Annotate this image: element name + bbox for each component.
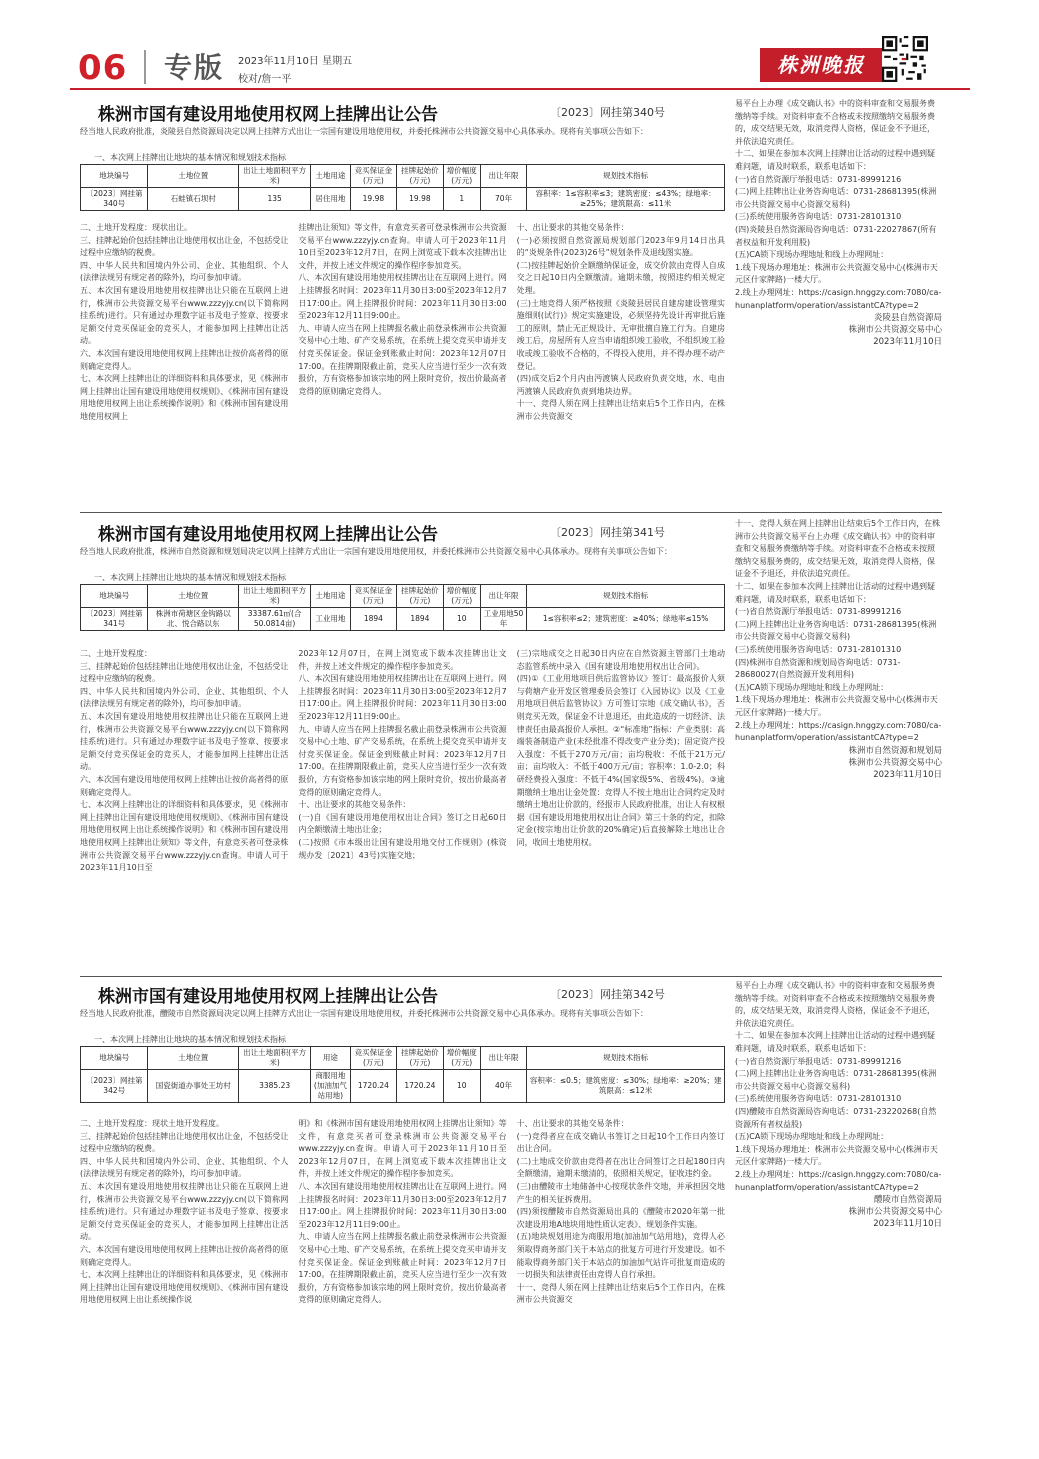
table-header-cell: 出让土地面积(平方米) [239,165,311,188]
paragraph: 十、出让要求的其他交易条件： [516,1119,629,1128]
paragraph: (四)须按醴陵市自然资源局出具的《醴陵市2020年第一批次建设用地A地块用地性质认定表》、规划条件实施。 [516,1207,725,1229]
table-header-cell: 出让年限 [480,1047,526,1070]
notice-code: 〔2023〕网挂第340号 [550,106,665,119]
issue-date: 2023年11月10日 星期五 [238,56,353,67]
notice-1 [80,100,942,510]
table-header-cell: 挂牌起始价(万元) [397,1047,443,1070]
paragraph: (二)网上挂牌出让业务咨询电话：0731-28681395(株洲市公共资源交易中心资源交易科) [735,187,937,209]
notice-separator [80,512,942,513]
paragraph: 七、本次网上挂牌出让的详细资料和具体要求，见《株洲市网上挂牌出让国有建设用地使用权规则》、《株洲市国有建设用地使用权网上出让系统操作说明》和《株洲市国有建设用地使用权网上 [80,374,289,421]
body-column [80,648,288,875]
paragraph: (三)土地竞得人须严格按照《炎陵县居民自建房建设管理实施细则(试行)》规定实施建设，必须坚持先设计再审批后施工的原则，禁止无正规设计、无审批擅自施工行为。自建房竣工后，房屋所有人应当申请组织竣工验收，不组织竣工验收或竣工验收不合格的，不得投入使用，并不得办理不动产登记。 [516,298,725,371]
table-header-cell: 增价幅度(万元) [443,165,480,188]
table-cell: 40年 [480,1070,526,1103]
body-columns [80,222,725,424]
table-header-cell: 出让土地面积(平方米) [239,585,311,608]
table-header-cell: 增价幅度(万元) [443,585,480,608]
body-columns [80,648,725,875]
paragraph: 七、本次网上挂牌出让的详细资料和具体要求，见《株洲市网上挂牌出让国有建设用地使用权规则》、《株洲市国有建设用地使用权网上出让系统操作说明》和《株洲市国有建设用地使用权网上挂牌出让须知》等文件，有意竞买者可登录株洲市公共资源交易平台www.zzzyjy.cn查询。申请人可于2023年11月10日至 [80,800,289,873]
body-column [298,222,506,424]
table-cell: 容积率：1≤容积率≤3；建筑密度：≤43%；绿地率：≥25%；建筑限高：≤11米 [527,188,725,211]
table-cell: 工业用地 [311,608,351,631]
paragraph: (三)宗地成交之日起30日内应在自然资源主管部门土地动态监管系统中录入《国有建设用地使用权出让合同》。 [516,649,725,671]
paragraph: (一)省自然资源厅举报电话：0731-89991216 [735,174,902,184]
table-header-cell: 规划技术指标 [527,585,725,608]
table-cell: 33387.61㎡(合50.0814亩) [239,608,311,631]
notice-3 [80,982,942,1382]
table-row [81,188,725,211]
table-header-cell: 挂牌起始价(万元) [397,165,443,188]
paragraph: 十一、竞得人须在网上挂牌出让结束后5个工作日内，在株洲市公共资源交 [516,1282,725,1305]
table-cell: 居住用地 [311,188,351,211]
paragraph: 十二、如果在参加本次网上挂牌出让活动的过程中遇到疑难问题，请及时联系，联系电话如下： [735,149,935,171]
body-column [298,648,506,875]
paragraph: 五、本次国有建设用地使用权挂牌出让只能在互联网上进行，株洲市公共资源交易平台www.zzzyjy.cn(以下简称网挂系统)进行。只有通过办理数字证书及电子签章、按要求足额交付竞买保证金的竞买人，才能参加网上挂牌出让活动。 [80,285,289,346]
paragraph: 十二、如果在参加本次网上挂牌出让活动的过程中遇到疑难问题，请及时联系，联系电话如下： [735,581,935,604]
table-header-cell: 规划技术指标 [527,165,725,188]
table-cell: 1720.24 [350,1070,396,1103]
table-cell: 国瓷街道办事处王坊村 [148,1070,239,1103]
qr-code-icon[interactable] [882,36,928,82]
table-header-cell: 增价幅度(万元) [443,1047,480,1070]
notice-intro: 经当地人民政府批准，炎陵县自然资源局决定以网上挂牌方式出让一宗国有建设用地使用权，并委托株洲市公共资源交易中心具体承办。现将有关事项公告如下： [80,127,648,136]
paragraph: 八、本次国有建设用地使用权挂牌出让在互联网上进行。网上挂牌报名时间：2023年11月30日3:00至2023年12月7日17:00止。网上挂牌报价时间：2023年11月30日3:00至2023年12月11日9:00止。 [298,273,507,321]
paragraph: 十二、如果在参加本次网上挂牌出让活动的过程中遇到疑难问题，请及时联系，联系电话如下： [735,1031,935,1053]
table-cell: 〔2023〕网挂第342号 [81,1070,148,1103]
signature-line: 炎陵县自然资源局 [873,313,942,324]
paragraph: (二)按挂牌起始价全额缴纳保证金，成交价款由竞得人自成交之日起10日内全额缴清。逾期未缴，按照违约相关规定处理。 [516,260,725,295]
body-column [517,1118,725,1307]
paragraph: 二、土地开发程度：现状土地开发程度。 [80,1119,224,1128]
paragraph: 七、本次网上挂牌出让的详细资料和具体要求，见《株洲市网上挂牌出让国有建设用地使用权规则》、《株洲市国有建设用地使用权网上出让系统操作说 [80,1270,289,1305]
table-cell: 1894 [397,608,443,631]
side-column [735,518,942,781]
paragraph: 九、申请人应当在网上挂牌报名截止前登录株洲市公共资源交易中心土地、矿产交易系统，在系统上提交竞买申请并支付竞买保证金。保证金到账截止时间：2023年12月07日17:00。在挂牌期限截止前，竞买人应当进行至少一次有效报价，方有资格参加该宗地的网上限时竞价，按出价最高者竞得的原则确定竞得人。 [298,323,507,396]
table-cell: 135 [239,188,311,211]
table-cell: 1720.24 [397,1070,443,1103]
masthead-divider [144,50,146,84]
paragraph: (一)竞得者应在成交确认书签订之日起10个工作日内签订出让合同。 [516,1131,725,1154]
paragraph: (一)省自然资源厅举报电话：0731-89991216 [735,607,902,617]
notice-2 [80,520,942,930]
body-column [80,222,288,424]
table-header-cell: 出让年限 [480,165,526,188]
table-header-cell: 土地位置 [148,165,239,188]
paragraph: (三)系统使用服务咨询电话：0731-28101310 [735,212,902,222]
table-cell: 石蛙镇石坝村 [148,188,239,211]
notice-code: 〔2023〕网挂第341号 [550,526,665,539]
table-caption: 一、本次网上挂牌出让地块的基本情况和规划技术指标 [94,573,286,582]
lot-table [80,584,725,631]
paragraph: 2.线上办理网址：https://casign.hnggzy.com:7080/ca-hunanplatform/operation/assistantCA?type=2 [735,287,942,310]
side-column [735,98,942,348]
paragraph: (一)省自然资源厅举报电话：0731-89991216 [735,1056,902,1066]
signature-line: 株洲市公共资源交易中心 [848,757,942,768]
signature-line: 2023年11月10日 [873,1219,942,1230]
paragraph: (四)炎陵县自然资源局咨询电话：0731-22027867(所有者权益和开发利用股) [735,224,937,247]
notice-separator [80,976,942,977]
paragraph: (五)CA锁下现场办理地址和线上办理网址： [735,682,889,692]
table-header-row [81,1047,725,1070]
page-number: 06 [78,48,128,88]
table-cell: 容积率：≤0.5；建筑密度：≤30%；绿地率：≥20%；建筑限高：≤12米 [527,1070,725,1103]
paragraph: 二、土地开发程度：现状出让。 [80,223,192,232]
notice-intro: 经当地人民政府批准，醴陵市自然资源局决定以网上挂牌方式出让一宗国有建设用地使用权，并委托株洲市公共资源交易中心具体承办。现将有关事项公告如下： [80,1009,648,1018]
table-cell: 商服用地(加油加气站用地) [311,1070,351,1103]
table-cell: 工业用地50年 [480,608,526,631]
table-header-cell: 地块编号 [81,585,148,608]
paragraph: (四)醴陵市自然资源局咨询电话：0731-23220268(自然资源所有者权益股) [735,1106,937,1129]
paragraph: (五)地块规划用途为商服用地(加油加气站用地)，竞得人必须取得商务部门关于本站点的批复方可进行开发建设。如不能取得商务部门关于本站点的加油加气站许可批复而造成的一切损失和法律责任由竞得人自行承担。 [516,1232,725,1280]
notice-title: 株洲市国有建设用地使用权网上挂牌出让公告 [98,987,438,1007]
table-header-cell: 竞买保证金(万元) [350,585,396,608]
side-column [735,980,942,1230]
signature-line: 醴陵市自然资源局 [873,1195,942,1206]
lot-table [80,164,725,211]
paragraph: 易平台上办理《成交确认书》中的资料审查和交易服务费缴纳等手续。对资料审查不合格或未按照缴纳交易服务费的，成交结果无效，取消竞得人资格，保证金不予退还，并依法追究责任。 [735,99,935,146]
table-header-row [81,165,725,188]
paragraph: 六、本次国有建设用地使用权网上挂牌出让按价高者得的原则确定竞得人。 [80,774,289,797]
body-columns [80,1118,725,1307]
paragraph: 2.线上办理网址：https://casign.hnggzy.com:7080/ca-hunanplatform/operation/assistantCA?type=2 [735,1169,942,1192]
signature-line: 株洲市公共资源交易中心 [848,325,942,336]
table-cell: 3385.23 [239,1070,311,1103]
paragraph: (一)自《国有建设用地使用权出让合同》签订之日起60日内全额缴清土地出让金； [298,812,507,835]
notice-title: 株洲市国有建设用地使用权网上挂牌出让公告 [98,525,438,545]
table-header-cell: 出让土地面积(平方米) [239,1047,311,1070]
paragraph: 六、本次国有建设用地使用权网上挂牌出让按价高者得的原则确定竞得人。 [80,348,289,371]
paragraph: (四)株洲市自然资源和规划局咨询电话：0731-28680027(自然资源开发利用科) [735,657,901,680]
section-title: 专版 [164,51,225,84]
paragraph: 十一、竞得人须在网上挂牌出让结束后5个工作日内，在株洲市公共资源交 [516,399,725,421]
table-header-cell: 挂牌起始价(万元) [397,585,443,608]
paragraph: 十、出让要求的其他交易条件： [298,800,411,810]
paragraph: 六、本次国有建设用地使用权网上挂牌出让按价高者得的原则确定竞得人。 [80,1244,289,1267]
notice-intro: 经当地人民政府批准，株洲市自然资源和规划局决定以网上挂牌方式出让一宗国有建设用地使用权，并委托株洲市公共资源交易中心具体承办。现将有关事项公告如下： [80,547,672,556]
paragraph: 四、中华人民共和国境内外公司、企业、其他组织、个人(法律法规另有规定者的除外)，均可参加申请。 [80,1156,289,1179]
table-header-cell: 土地位置 [148,1047,239,1070]
paragraph: (五)CA锁下现场办理地址和线上办理网址： [735,1132,889,1142]
body-column [80,1118,288,1307]
masthead-rule [70,88,970,90]
table-cell: 1≤容积率≤2；建筑密度：≥40%；绿地率≤15% [527,608,725,631]
table-cell: 〔2023〕网挂第340号 [81,188,148,211]
signature-line: 2023年11月10日 [873,769,942,780]
table-cell: 19.98 [397,188,443,211]
table-header-cell: 出让年限 [480,585,526,608]
paragraph: 二、土地开发程度： [80,649,152,658]
paragraph: 明》和《株洲市国有建设用地使用权网上挂牌出让须知》等文件，有意竞买者可登录株洲市公共资源交易平台www.zzzyjy.cn查询。申请人可于2023年11月10日至2023年12月07日，在网上浏览或下载本次挂牌出让文件，并按上述文件规定的操作程序参加竞买。 [298,1119,507,1179]
paragraph: 三、挂牌起始价包括挂牌出让地使用权出让金，不包括受让过程中应缴纳的税费。 [80,235,289,258]
paragraph: 三、挂牌起始价包括挂牌出让地使用权出让金，不包括受让过程中应缴纳的税费。 [80,661,289,684]
table-header-cell: 地块编号 [81,1047,148,1070]
table-cell: 1894 [350,608,396,631]
table-row [81,608,725,631]
table-header-cell: 规划技术指标 [527,1047,725,1070]
body-column [517,222,725,424]
table-header-cell: 竞买保证金(万元) [350,1047,396,1070]
table-cell: 10 [443,608,480,631]
newspaper-logo: 株洲晚报 [760,48,882,82]
paragraph: (四)成交后2个月内由沔渡镇人民政府负责交地，水、电由沔渡镇人民政府负责到地块边界。 [516,374,725,396]
paragraph: (三)系统使用服务咨询电话：0731-28101310 [735,644,902,654]
paragraph: (五)CA锁下现场办理地址和线上办理网址： [735,250,889,260]
paragraph: (二)网上挂牌出让业务咨询电话：0731-28681395(株洲市公共资源交易中心资源交易科) [735,1069,937,1091]
paragraph: 十、出让要求的其他交易条件： [516,223,629,232]
table-header-cell: 竞买保证金(万元) [350,165,396,188]
table-header-cell: 土地用途 [311,585,351,608]
table-row [81,1070,725,1103]
paragraph: (三)由醴陵市土地储备中心按现状条件交地，并承担因交地产生的相关征拆费用。 [516,1181,725,1204]
masthead [70,36,970,92]
signature-line: 2023年11月10日 [873,337,942,348]
paragraph: (一)必须按照自然资源局规划部门2023年9月14日出具的“炎规条件(2023)26号”规划条件及退线图实施。 [516,235,725,258]
lot-table [80,1046,725,1103]
paragraph: 八、本次国有建设用地使用权挂牌出让在互联网上进行。网上挂牌报名时间：2023年11月30日3:00至2023年12月7日17:00止。网上挂牌报价时间：2023年11月30日3:00至2023年12月11日9:00止。 [298,1181,507,1229]
paragraph: (三)系统使用服务咨询电话：0731-28101310 [735,1094,902,1104]
body-column [517,648,725,875]
paragraph: (二)土地成交价款由竞得者在出让合同签订之日起180日内全额缴清，逾期未缴清的，依照相关规定，征收违约金。 [516,1156,725,1179]
signature-line: 株洲市公共资源交易中心 [848,1207,942,1218]
table-cell: 1 [443,188,480,211]
table-header-cell: 土地用途 [311,165,351,188]
table-header-row [81,585,725,608]
paragraph: (四)①《工业用地项目供后监管协议》签订：最高报价人须与荷塘产业开发区管理委员会签订《入园协议》以及《工业用地项目供后监管协议》方可签订宗地《成交确认书》，否则竞买无效，保证金不计息退还，由此造成的一切经济、法律责任由最高报价人承担。②“标准地”指标：产业类别：高端装备制造产业(未经批准不得改变产业分类)；固定资产投入强度：不低于270万元/亩；亩均税收：不低于21万元/亩；亩均收入：不低于400万元/亩；容积率：1.0-2.0；科研经费投入强度：不低于4%(国家级5%、省级4%)。③逾期缴纳土地出让金处置：竞得人不按土地出让合同约定及时缴纳土地出让价款的，经报市人民政府批准，出让人有权根据《国有建设用地使用权出让合同》第三十条的约定，扣除定金(按宗地出让价款的20%确定)后直接解除土地出让合同，收回土地使用权。 [516,674,725,847]
paragraph: 八、本次国有建设用地使用权挂牌出让在互联网上进行。网上挂牌报名时间：2023年11月30日3:00至2023年12月7日17:00止。网上挂牌报价时间：2023年11月30日3:00至2023年12月11日9:00止。 [298,674,507,721]
table-cell: 10 [443,1070,480,1103]
table-cell: 株洲市荷塘区金钩路以北、悦合路以东 [148,608,239,631]
paragraph: 四、中华人民共和国境内外公司、企业、其他组织、个人(法律法规另有规定者的除外)，均可参加申请。 [80,686,289,709]
table-header-cell: 地块编号 [81,165,148,188]
table-header-cell: 用途 [311,1047,351,1070]
paragraph: 挂牌出让须知》等文件，有意竞买者可登录株洲市公共资源交易平台www.zzzyjy.cn查询。申请人可于2023年11月10日至2023年12月7日，在网上浏览或下载本次挂牌出让文件，并按上述文件规定的操作程序参加竞买。 [298,223,507,270]
table-cell: 70年 [480,188,526,211]
paragraph: 1.线下现场办理地址：株洲市公共资源交易中心(株洲市天元区什家牌路)一楼大厅。 [735,695,938,717]
table-caption: 一、本次网上挂牌出让地块的基本情况和规划技术指标 [94,153,286,162]
notice-code: 〔2023〕网挂第342号 [550,988,665,1001]
notice-title: 株洲市国有建设用地使用权网上挂牌出让公告 [98,105,438,125]
table-header-cell: 土地位置 [148,585,239,608]
paragraph: 易平台上办理《成交确认书》中的资料审查和交易服务费缴纳等手续。对资料审查不合格或未按照缴纳交易服务费的，成交结果无效，取消竞得人资格，保证金不予退还，并依法追究责任。 [735,981,935,1028]
paragraph: 三、挂牌起始价包括挂牌出让地使用权出让金，不包括受让过程中应缴纳的税费。 [80,1131,289,1154]
table-cell: 〔2023〕网挂第341号 [81,608,148,631]
paragraph: 2023年12月07日，在网上浏览或下载本次挂牌出让文件，并按上述文件规定的操作程序参加竞买。 [298,649,507,671]
paragraph: (二)网上挂牌出让业务咨询电话：0731-28681395(株洲市公共资源交易中心资源交易科) [735,619,937,642]
paragraph: 九、申请人应当在网上挂牌报名截止前登录株洲市公共资源交易中心土地、矿产交易系统，在系统上提交竞买申请并支付竞买保证金。保证金到账截止时间：2023年12月7日17:00。在挂牌期限截止前，竞买人应当进行至少一次有效报价，方有资格参加该宗地的网上限时竞价，按出价最高者竞得的原则确定竞得人。 [298,1232,507,1305]
paragraph: 1.线下现场办理地址：株洲市公共资源交易中心(株洲市天元区什家牌路)一楼大厅。 [735,1144,938,1167]
editor-credit: 校对/詹一平 [238,74,292,85]
table-cell: 19.98 [350,188,396,211]
paragraph: 四、中华人民共和国境内外公司、企业、其他组织、个人(法律法规另有规定者的除外)，均可参加申请。 [80,260,289,283]
paragraph: 五、本次国有建设用地使用权挂牌出让只能在互联网上进行，株洲市公共资源交易平台www.zzzyjy.cn(以下简称网挂系统)进行。只有通过办理数字证书及电子签章、按要求足额交付竞买保证金的竞买人，才能参加网上挂牌出让活动。 [80,711,289,772]
paragraph: 九、申请人应当在网上挂牌报名截止前登录株洲市公共资源交易中心土地、矿产交易系统，在系统上提交竞买申请并支付竞买保证金。保证金到账截止时间：2023年12月7日17:00。在挂牌期限截止前，竞买人应当进行至少一次有效报价，方有资格参加该宗地的网上限时竞价，按出价最高者竞得的原则确定竞得人。 [298,724,507,797]
body-column [298,1118,506,1307]
table-caption: 一、本次网上挂牌出让地块的基本情况和规划技术指标 [94,1035,286,1044]
paragraph: (二)按照《市本级出让国有建设用地交付工作规则》(株资规办发〔2021〕43号)实施交地； [298,837,507,860]
paragraph: 五、本次国有建设用地使用权挂牌出让只能在互联网上进行，株洲市公共资源交易平台www.zzzyjy.cn(以下简称网挂系统)进行。只有通过办理数字证书及电子签章、按要求足额交付竞买保证金的竞买人，才能参加网上挂牌出让活动。 [80,1181,289,1242]
paragraph: 1.线下现场办理地址：株洲市公共资源交易中心(株洲市天元区什家牌路)一楼大厅。 [735,262,938,285]
signature-line: 株洲市自然资源和规划局 [848,745,942,756]
paragraph: 十一、竞得人须在网上挂牌出让结束后5个工作日内，在株洲市公共资源交易平台上办理《成交确认书》中的资料审查和交易服务费缴纳等手续。对资料审查不合格或未按照缴纳交易服务费的，成交结果无效，取消竞得人资格，保证金不予退还，并依法追究责任。 [735,519,941,579]
paragraph: 2.线上办理网址：https://casign.hnggzy.com:7080/ca-hunanplatform/operation/assistantCA?type=2 [735,720,942,743]
